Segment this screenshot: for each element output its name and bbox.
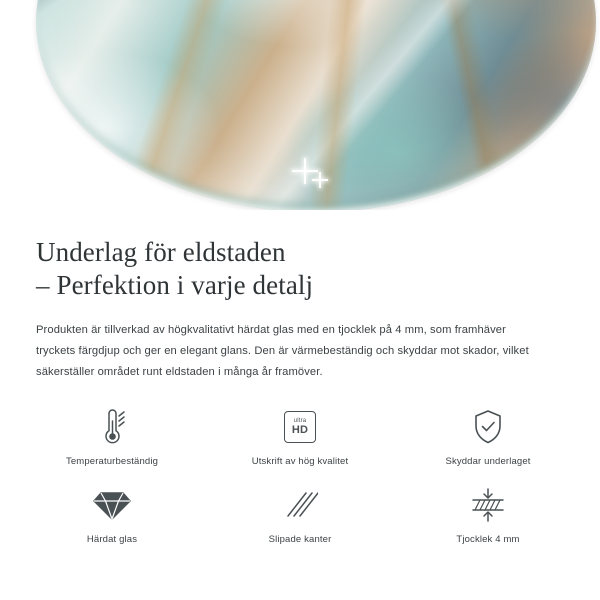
- headline-line-2: – Perfektion i varje detalj: [36, 270, 314, 300]
- feature-label: Slipade kanter: [268, 534, 332, 545]
- feature-label: Tjocklek 4 mm: [456, 534, 520, 545]
- thickness-arrows-icon: [468, 483, 508, 527]
- shield-check-icon: [471, 405, 505, 449]
- thermometer-icon: [95, 405, 129, 449]
- hero-image: [0, 0, 600, 210]
- content-section: [0, 210, 600, 545]
- badge-bottom-text: HD: [291, 424, 309, 436]
- headline-line-1: Underlag för eldstaden: [36, 237, 286, 267]
- diamond-icon: [93, 483, 131, 527]
- feature-item: [206, 483, 394, 545]
- product-description: Produkten är tillverkad av högkvalitativt härdat glas med en tjocklek på 4 mm, som framhäver tryckets färgdjup och ger en elegant glans. Den är värmebeständig och skyddar mot skador, vilket säkerställer området runt eldstaden i många år framöver.: [36, 324, 529, 378]
- page-title: [36, 236, 556, 302]
- feature-label: Skyddar underlaget: [445, 456, 531, 467]
- ultra-hd-badge-icon: [284, 405, 316, 449]
- feature-label: Temperaturbeständig: [65, 456, 159, 467]
- polished-edges-icon: [282, 483, 318, 527]
- feature-item: [394, 483, 582, 545]
- feature-label: Utskrift av hög kvalitet: [251, 456, 349, 467]
- feature-item: [206, 405, 394, 467]
- feature-item: [18, 483, 206, 545]
- badge-top-text: ultra: [293, 418, 307, 424]
- feature-item: [18, 405, 206, 467]
- feature-label: Härdat glas: [86, 534, 138, 545]
- feature-grid: [0, 405, 600, 545]
- feature-item: [394, 405, 582, 467]
- marble-veins-overlay: [36, 0, 596, 210]
- glass-disc-graphic: [36, 0, 596, 210]
